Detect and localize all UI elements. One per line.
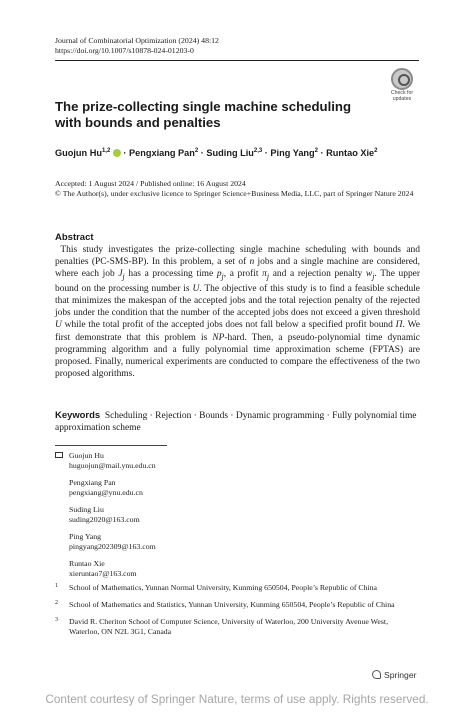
contact-email[interactable]: pengxiang@ynu.edu.cn: [69, 488, 143, 497]
doi-link[interactable]: https://doi.org/10.1007/s10878-024-01203-0: [55, 46, 194, 55]
abstract-text: [55, 244, 420, 380]
affiliation-text: School of Mathematics, Yunnan Normal University, Kunming 650504, People’s Republic of China: [69, 583, 378, 592]
contact-email[interactable]: suding2020@163.com: [69, 515, 140, 524]
abstract-segment: -hard. Then, a pseudo-polynomial time dynamic programming algorithm and a fully polynomial time approximation scheme (FPTAS) are proposed. Finally, numerical experiments are conducted to compare the effectiveness of the two proposed algorithms.: [55, 332, 420, 379]
contact-list: [55, 451, 355, 586]
copyright-notice: © The Author(s), under exclusive licence to Springer Science+Business Media, LLC, part of Springer Nature 2024: [55, 189, 414, 198]
publisher-name: Springer: [384, 670, 417, 680]
math-J: J: [118, 269, 123, 280]
math-sub: j: [122, 272, 125, 282]
contact-entry: [55, 451, 355, 471]
check-updates-icon: [391, 68, 413, 90]
accepted-published-dates: Accepted: 1 August 2024 / Published online: 16 August 2024: [55, 179, 246, 188]
contact-name: Suding Liu: [69, 505, 104, 514]
author-list: [55, 148, 425, 158]
abstract-segment: jobs and a single machine are considered, where each job: [55, 257, 420, 280]
check-for-updates-badge[interactable]: [384, 68, 420, 102]
abstract-segment: . The upper bound on the processing number is: [55, 269, 421, 295]
contact-name: Ping Yang: [69, 532, 102, 541]
author-separator: ·: [262, 148, 271, 159]
check-updates-line2: updates: [392, 96, 412, 102]
contact-entry: [55, 532, 355, 552]
courtesy-footer: Content courtesy of Springer Nature, terms of use apply. Rights reserved.: [45, 692, 429, 706]
math-U: U: [192, 284, 200, 295]
contact-entry: [55, 505, 355, 525]
author-affil: 2: [194, 148, 199, 154]
abstract-heading: Abstract: [55, 232, 94, 243]
publication-dates: [55, 179, 425, 199]
abstract-segment: This study investigates the prize-collecting single machine scheduling with bounds and penalties (PC-SMS-BP). In this problem, a set of: [55, 245, 420, 268]
abstract-segment: while the total profit of the accepted jobs does not fall below a specified profit bound: [61, 320, 396, 331]
author-affil: 1,2: [101, 148, 111, 154]
springer-horse-icon: [372, 670, 381, 679]
footnote-rule: [55, 445, 167, 446]
author-name[interactable]: Pengxiang Pan: [129, 148, 195, 159]
math-w: w: [365, 269, 373, 280]
math-NP: NP: [212, 332, 225, 343]
affiliation-list: [55, 583, 420, 644]
author-separator: ·: [198, 148, 207, 159]
affiliation-entry: [55, 583, 420, 593]
contact-name: Guojun Hu: [69, 451, 104, 460]
journal-citation: Journal of Combinatorial Optimization (2024) 48:12: [55, 36, 219, 45]
author-separator: ·: [318, 148, 327, 159]
affiliation-entry: [55, 617, 420, 637]
author-affil: 2: [314, 148, 318, 154]
check-updates-line1: Check for: [390, 90, 414, 96]
abstract-segment: . The objective of this study is to find a feasible schedule that minimizes the makespan of the accepted jobs and the total rejection penalty of the rejected jobs under the condition that the number of the accepted jobs does not exceed a given threshold: [55, 284, 420, 319]
contact-name: Pengxiang Pan: [69, 478, 116, 487]
math-n: n: [249, 257, 255, 268]
abstract-segment: . We first demonstrate that this problem is: [55, 320, 420, 343]
publisher-logo: [372, 670, 416, 680]
contact-entry: [55, 559, 355, 579]
math-sub: j: [266, 272, 270, 282]
math-Pi: Π: [395, 320, 403, 331]
author-separator: ·: [120, 148, 130, 159]
affiliation-text: David R. Cheriton School of Computer Science, University of Waterloo, 200 University Avenue West, Waterloo, ON N2L 3G1, Canada: [69, 617, 389, 636]
math-sub: j: [372, 272, 375, 282]
math-U: U: [55, 320, 62, 331]
abstract-segment: , a profit: [223, 269, 263, 280]
keywords-list: Scheduling · Rejection · Bounds · Dynamic programming · Fully polynomial time approximation scheme: [55, 411, 417, 434]
affiliation-number: 1: [55, 583, 58, 589]
keywords-label: Keywords: [55, 410, 101, 421]
math-sub: j: [221, 272, 224, 282]
abstract-segment: has a processing time: [124, 269, 217, 280]
contact-email[interactable]: xieruntao7@163.com: [69, 569, 137, 578]
author-affil: 2: [374, 148, 378, 154]
journal-header: [55, 36, 219, 56]
affiliation-entry: [55, 600, 420, 610]
affiliation-number: 2: [55, 600, 58, 606]
author-name[interactable]: Ping Yang: [270, 148, 315, 159]
affiliation-text: School of Mathematics and Statistics, Yunnan University, Kunming 650504, People’s Republic of China: [69, 600, 395, 609]
header-rule: [55, 60, 419, 61]
author-name[interactable]: Guojun Hu: [55, 148, 102, 159]
keywords: [55, 410, 420, 434]
orcid-icon[interactable]: [113, 149, 121, 157]
envelope-icon: [55, 452, 63, 458]
contact-email[interactable]: huguojun@mail.ynu.edu.cn: [69, 461, 156, 470]
article-title: The prize-collecting single machine scheduling with bounds and penalties: [55, 99, 352, 130]
contact-name: Runtao Xie: [69, 559, 105, 568]
contact-entry: [55, 478, 355, 498]
abstract-segment: and a rejection penalty: [269, 269, 366, 280]
contact-email[interactable]: pingyang202309@163.com: [69, 542, 156, 551]
author-name[interactable]: Suding Liu: [206, 148, 254, 159]
affiliation-number: 3: [55, 617, 58, 623]
author-name[interactable]: Runtao Xie: [326, 148, 375, 159]
math-p: p: [216, 269, 222, 280]
author-affil: 2,3: [253, 148, 263, 154]
math-pi: π: [262, 269, 267, 280]
